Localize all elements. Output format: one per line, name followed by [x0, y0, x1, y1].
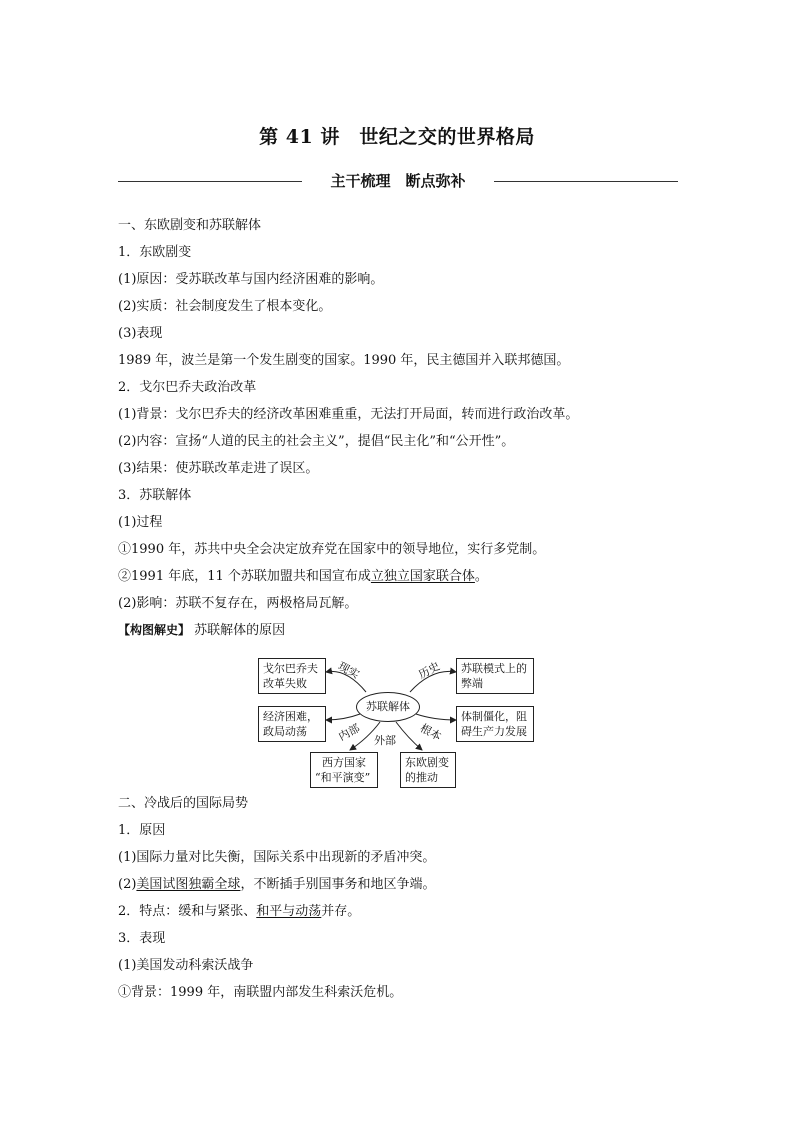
- s3-heading: 3．苏联解体: [118, 488, 192, 503]
- p2s2-prefix: 2．特点：缓和与紧张、: [118, 904, 257, 919]
- s2-background: (1)背景：戈尔巴乔夫的经济改革困难重重，无法打开局面，转而进行政治改革。: [118, 407, 579, 422]
- box-bottom-left-line2: “和平演变”: [315, 771, 371, 784]
- p2s1-r2-suffix: ，不断插手别国事务和地区争端。: [240, 877, 436, 892]
- box-top-left-line1: 戈尔巴乔夫: [263, 662, 318, 675]
- s1-manifest: (3)表现: [118, 326, 163, 341]
- diagram-caption: [118, 617, 678, 644]
- box-top-right-line2: 弊端: [461, 677, 483, 690]
- s2-heading: 2．戈尔巴乔夫政治改革: [118, 380, 257, 395]
- s3-p2-suffix: 。: [474, 569, 488, 584]
- s1-manifest-detail: 1989 年，波兰是第一个发生剧变的国家。1990 年，民主德国并入联邦德国。: [118, 353, 570, 368]
- box-mid-right-line2: 碍生产力发展: [461, 725, 527, 738]
- section-header-label: 主干梳理 断点弥补: [330, 172, 466, 190]
- label-external: 外部: [374, 734, 396, 747]
- label-root: 根本: [418, 721, 444, 744]
- p2s2-underlined: 和平与动荡: [256, 904, 322, 919]
- s2-content: (2)内容：宣扬“人道的民主的社会主义”，提倡“民主化”和“公开性”。: [118, 434, 515, 449]
- box-mid-left-line1: 经济困难，: [263, 710, 318, 723]
- diagram-caption-bracket: 【构图解史】: [118, 623, 191, 637]
- box-bottom-left: [310, 752, 378, 788]
- s3-p2-prefix: ②1991 年底，11 个苏联加盟共和国宣布成: [118, 569, 371, 584]
- label-history: 历史: [416, 659, 442, 682]
- part1-heading: 一、东欧剧变和苏联解体: [118, 218, 262, 233]
- p2s3-kosovo: (1)美国发动科索沃战争: [118, 958, 254, 973]
- p2s2-suffix: 并存。: [321, 904, 361, 919]
- divider-left: [118, 181, 302, 182]
- s1-heading: 1．东欧剧变: [118, 245, 192, 260]
- box-top-left-line2: 改革失败: [263, 677, 307, 690]
- box-mid-right: [456, 706, 534, 742]
- box-bottom-left-line1: 西方国家: [322, 756, 366, 769]
- p2s1-r2-underlined: 美国试图独霸全球: [136, 877, 241, 892]
- p2s1-r2: [118, 871, 678, 898]
- p2s3-heading: 3．表现: [118, 931, 166, 946]
- box-top-left: [258, 658, 326, 694]
- box-bottom-right: [400, 752, 456, 788]
- box-bottom-right-line2: 的推动: [405, 771, 438, 784]
- s1-cause: (1)原因：受苏联改革与国内经济困难的影响。: [118, 272, 384, 287]
- s2-result: (3)结果：使苏联改革走进了误区。: [118, 461, 319, 476]
- section-header: [118, 170, 678, 192]
- main-content: [118, 212, 678, 1006]
- diagram-caption-text: 苏联解体的原因: [194, 623, 286, 638]
- p2s1-r2-prefix: (2): [118, 877, 137, 892]
- s1-essence: (2)实质：社会制度发生了根本变化。: [118, 299, 332, 314]
- label-direct: 现实: [336, 659, 362, 682]
- box-bottom-right-line1: 东欧剧变: [405, 756, 449, 769]
- box-top-right-line1: 苏联模式上的: [461, 662, 527, 675]
- diagram-center: 苏联解体: [356, 692, 420, 722]
- s3-p1: ①1990 年，苏共中央全会决定放弃党在国家中的领导地位，实行多党制。: [118, 542, 546, 557]
- p2s1-heading: 1．原因: [118, 823, 166, 838]
- box-mid-right-line1: 体制僵化，阻: [461, 710, 527, 723]
- box-mid-left: [258, 706, 326, 742]
- cause-diagram: [118, 646, 678, 786]
- label-internal: 内部: [336, 721, 362, 744]
- page-title: 第 41 讲 世纪之交的世界格局: [259, 126, 535, 148]
- p2s2-features: [118, 898, 678, 925]
- s3-impact: (2)影响：苏联不复存在，两极格局瓦解。: [118, 596, 358, 611]
- box-mid-left-line2: 政局动荡: [263, 725, 307, 738]
- p2s1-r1: (1)国际力量对比失衡，国际关系中出现新的矛盾冲突。: [118, 850, 436, 865]
- part2-heading: 二、冷战后的国际局势: [118, 796, 249, 811]
- s3-p2-underlined: 立独立国家联合体: [370, 569, 475, 584]
- s3-process: (1)过程: [118, 515, 163, 530]
- arrow-to-mid-right: [416, 714, 456, 720]
- arrow-to-bottom-right: [396, 722, 422, 750]
- box-top-right: [456, 658, 534, 694]
- p2s3-kosovo-bg: ①背景：1999 年，南联盟内部发生科索沃危机。: [118, 985, 403, 1000]
- s3-p2: [118, 563, 678, 590]
- divider-right: [494, 181, 678, 182]
